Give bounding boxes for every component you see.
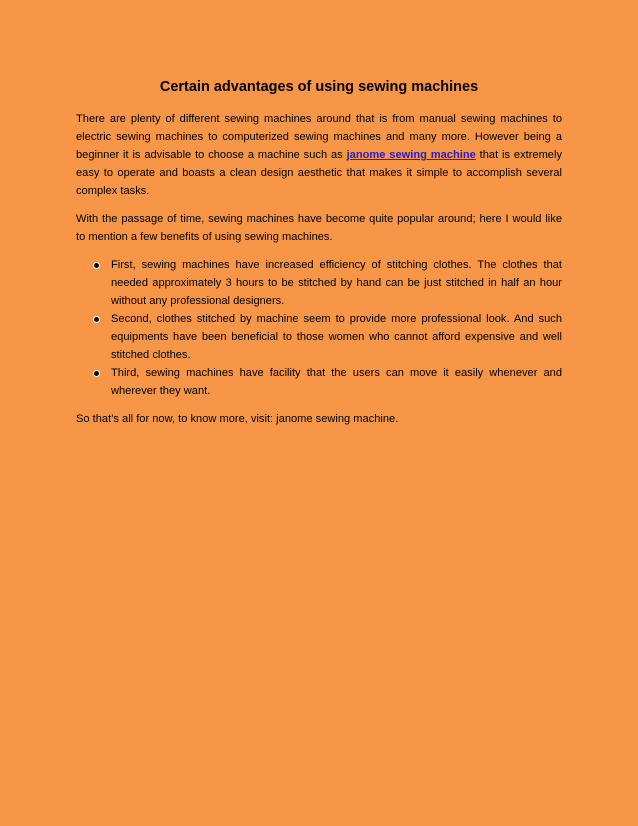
bullet-dot-icon bbox=[93, 370, 100, 377]
closing-paragraph: So that’s all for now, to know more, visit: janome sewing machine. bbox=[76, 413, 399, 425]
list-item-text: Second, clothes stitched by machine seem to provide more professional look. And such equipments have been beneficial to those women who cannot afford expensive and well stitched clothes. bbox=[111, 313, 562, 361]
list-item bbox=[76, 310, 562, 364]
benefits-intro-paragraph: With the passage of time, sewing machines have become quite popular around; here I would like to mention a few benefits of using sewing machines. bbox=[76, 213, 562, 243]
document-title: Certain advantages of using sewing machines bbox=[159, 79, 479, 95]
bullet-dot-icon bbox=[93, 316, 100, 323]
list-item bbox=[76, 256, 562, 310]
intro-text-after-link: that is extremely easy to operate and boasts a clean design aesthetic that makes it simple to accomplish several complex tasks. bbox=[76, 149, 562, 197]
benefits-list bbox=[76, 256, 562, 400]
list-item bbox=[76, 364, 562, 400]
intro-paragraph bbox=[76, 110, 562, 200]
list-item-text: Third, sewing machines have facility that the users can move it easily whenever and wherever they want. bbox=[111, 367, 562, 397]
list-item-text: First, sewing machines have increased efficiency of stitching clothes. The clothes that needed approximately 3 hours to be stitched by hand can be just stitched in half an hour without any professional designers. bbox=[111, 259, 562, 307]
bullet-dot-icon bbox=[93, 262, 100, 269]
intro-text-before-link: There are plenty of different sewing machines around that is from manual sewing machines to electric sewing machines to computerized sewing machines and many more. However being a beginner it is advisable to choose a machine such as bbox=[76, 113, 562, 161]
janome-sewing-machine-link[interactable]: janome sewing machine bbox=[346, 149, 476, 161]
